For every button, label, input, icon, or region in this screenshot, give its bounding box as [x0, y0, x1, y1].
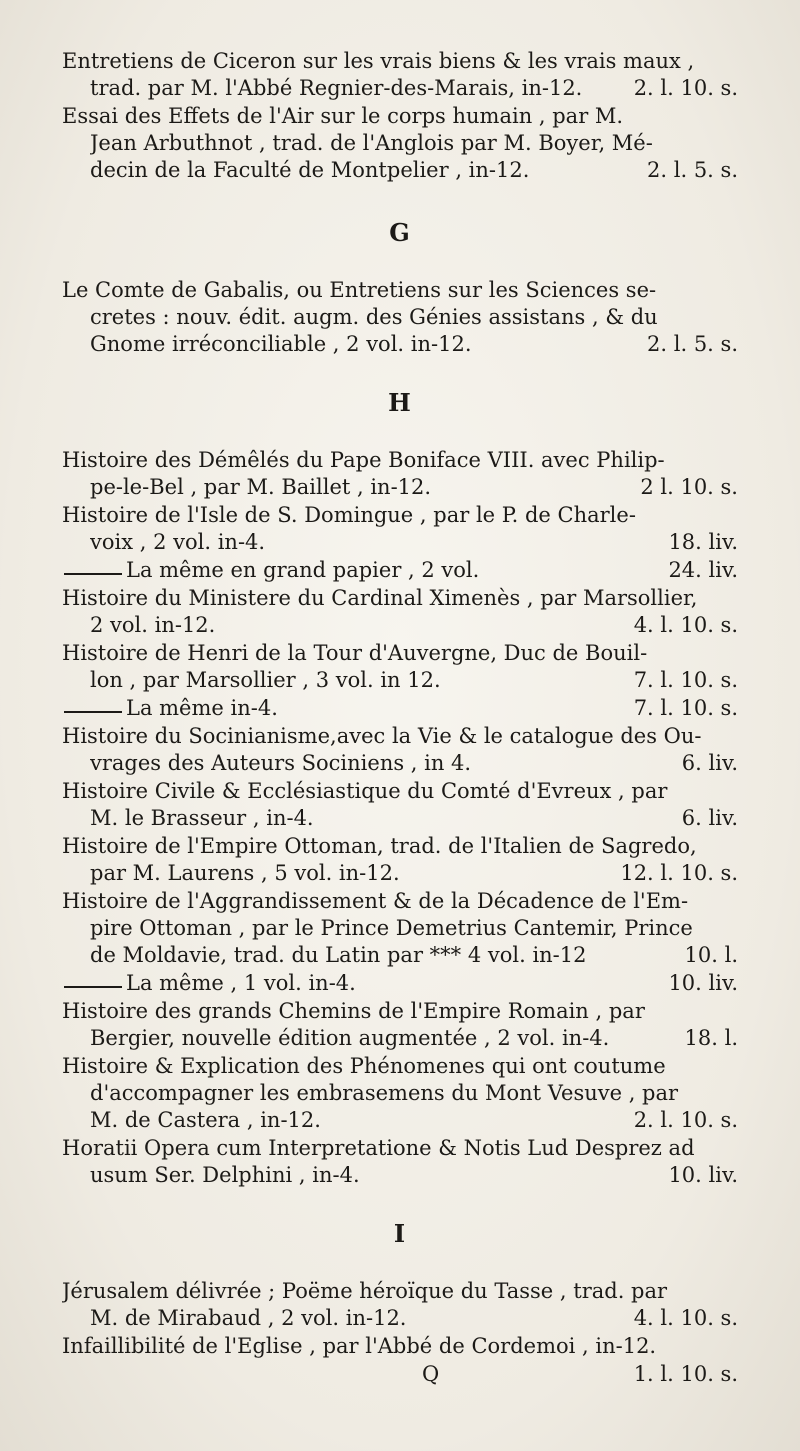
- entry-line: [62, 833, 738, 860]
- entry-price: 2. l. 5. s.: [647, 158, 738, 182]
- entry-line: [62, 474, 738, 501]
- entry-line: [62, 695, 738, 722]
- entry-text: Histoire du Ministere du Cardinal Ximenès , par Marsollier,: [62, 586, 698, 610]
- entry-price: 4. l. 10. s.: [633, 1306, 738, 1330]
- entry-line: [62, 1053, 738, 1080]
- entry-line: [62, 304, 738, 331]
- entry-text: Gnome irréconciliable , 2 vol. in-12.: [90, 332, 472, 356]
- entry-line: [62, 103, 738, 130]
- entry-line: [62, 1278, 738, 1305]
- catalogue-entry: [62, 723, 738, 777]
- section-g: [62, 277, 738, 358]
- entry-line: [62, 640, 738, 667]
- ditto-dash: [64, 986, 122, 988]
- entry-line: [62, 585, 738, 612]
- section-h: [62, 447, 738, 1189]
- entry-text: pe-le-Bel , par M. Baillet , in-12.: [90, 475, 432, 499]
- catalogue-entry: [62, 277, 738, 358]
- footer-price: 1. l. 10. s.: [633, 1362, 738, 1386]
- entry-text: M. le Brasseur , in-4.: [90, 806, 314, 830]
- signature-mark: Q: [422, 1362, 440, 1386]
- entry-text: usum Ser. Delphini , in-4.: [90, 1163, 360, 1187]
- entry-line: [62, 1107, 738, 1134]
- entry-line: [62, 1333, 738, 1360]
- entry-text: lon , par Marsollier , 3 vol. in 12.: [90, 668, 441, 692]
- entry-text: Bergier, nouvelle édition augmentée , 2 vol. in-4.: [90, 1026, 610, 1050]
- entry-line: [62, 667, 738, 694]
- entry-text: La même en grand papier , 2 vol.: [126, 558, 480, 582]
- entry-price: 6. liv.: [681, 751, 738, 775]
- entry-line: [62, 1305, 738, 1332]
- entry-line: [62, 75, 738, 102]
- entry-text: Histoire du Socinianisme,avec la Vie & le catalogue des Ou-: [62, 724, 702, 748]
- catalogue-entry: [62, 970, 738, 997]
- entry-text: Histoire de l'Isle de S. Domingue , par le P. de Charle-: [62, 503, 636, 527]
- entry-line: [62, 502, 738, 529]
- catalogue-entry: [62, 1135, 738, 1189]
- entry-text: M. de Mirabaud , 2 vol. in-12.: [90, 1306, 407, 1330]
- entry-text: Histoire de Henri de la Tour d'Auvergne, Duc de Bouil-: [62, 641, 648, 665]
- entry-line: [62, 1080, 738, 1107]
- entry-line: [62, 750, 738, 777]
- entry-price: 10. l.: [684, 943, 738, 967]
- ditto-dash: [64, 573, 122, 575]
- entry-text: trad. par M. l'Abbé Regnier-des-Marais, in-12.: [90, 76, 583, 100]
- entry-line: [62, 860, 738, 887]
- letter-heading-g: G: [389, 218, 411, 247]
- entry-line: [62, 130, 738, 157]
- entry-line: [62, 557, 738, 584]
- catalogue-entry: [62, 585, 738, 639]
- catalogue-entry: [62, 103, 738, 184]
- entry-text: Histoire de l'Empire Ottoman, trad. de l'Italien de Sagredo,: [62, 834, 697, 858]
- entry-text: Essai des Effets de l'Air sur le corps humain , par M.: [62, 104, 624, 128]
- entry-line: [62, 942, 738, 969]
- entry-text: vrages des Auteurs Sociniens , in 4.: [90, 751, 472, 775]
- entry-price: 7. l. 10. s.: [633, 696, 738, 720]
- entry-text: Histoire des grands Chemins de l'Empire Romain , par: [62, 999, 645, 1023]
- catalogue-entry: [62, 998, 738, 1052]
- entry-price: 10. liv.: [668, 971, 738, 995]
- page-footer: [62, 1361, 738, 1388]
- entry-price: 18. liv.: [668, 530, 738, 554]
- entry-line: [62, 1135, 738, 1162]
- entry-line: [62, 723, 738, 750]
- catalogue-entry: [62, 1278, 738, 1332]
- entry-text: 2 vol. in-12.: [90, 613, 216, 637]
- entry-line: [62, 915, 738, 942]
- entry-price: 6. liv.: [681, 806, 738, 830]
- entry-text: La même , 1 vol. in-4.: [126, 971, 356, 995]
- entry-line: [62, 447, 738, 474]
- entry-price: 4. l. 10. s.: [633, 613, 738, 637]
- catalogue-entry: [62, 48, 738, 102]
- entry-text: Histoire de l'Aggrandissement & de la Décadence de l'Em-: [62, 889, 689, 913]
- entry-line: [62, 805, 738, 832]
- entry-text: Histoire Civile & Ecclésiastique du Comté d'Evreux , par: [62, 779, 668, 803]
- entry-text: M. de Castera , in-12.: [90, 1108, 321, 1132]
- catalogue-entry: [62, 557, 738, 584]
- entry-text: Infaillibilité de l'Eglise , par l'Abbé de Cordemoi , in-12.: [62, 1334, 657, 1358]
- entry-line: [62, 48, 738, 75]
- entry-line: [62, 998, 738, 1025]
- letter-heading-i: I: [393, 1219, 407, 1248]
- entry-line: [62, 331, 738, 358]
- entry-line: [62, 1162, 738, 1189]
- entry-text: Horatii Opera cum Interpretatione & Notis Lud Desprez ad: [62, 1136, 695, 1160]
- entry-line: [62, 778, 738, 805]
- entry-line: [62, 888, 738, 915]
- catalogue-entry: [62, 695, 738, 722]
- entry-price: 18. l.: [684, 1026, 738, 1050]
- entry-line: [62, 277, 738, 304]
- entry-text: voix , 2 vol. in-4.: [90, 530, 266, 554]
- entry-text: Histoire & Explication des Phénomenes qui ont coutume: [62, 1054, 666, 1078]
- entry-line: [62, 1025, 738, 1052]
- entry-line: [62, 529, 738, 556]
- section-e-tail: [62, 48, 738, 184]
- entry-text: de Moldavie, trad. du Latin par *** 4 vol. in-12: [90, 943, 587, 967]
- entry-line: [62, 970, 738, 997]
- entry-price: 2 l. 10. s.: [640, 475, 738, 499]
- entry-text: pire Ottoman , par le Prince Demetrius Cantemir, Prince: [90, 916, 693, 940]
- catalogue-entry: [62, 640, 738, 694]
- entry-price: 7. l. 10. s.: [633, 668, 738, 692]
- entry-text: Jérusalem délivrée ; Poëme héroïque du Tasse , trad. par: [62, 1279, 668, 1303]
- catalogue-entry: [62, 502, 738, 556]
- entry-text: Entretiens de Ciceron sur les vrais biens & les vrais maux ,: [62, 49, 695, 73]
- catalogue-entry: [62, 447, 738, 501]
- entry-text: decin de la Faculté de Montpelier , in-12.: [90, 158, 530, 182]
- entry-text: La même in-4.: [126, 696, 278, 720]
- entry-price: 2. l. 10. s.: [633, 76, 738, 100]
- section-i: [62, 1278, 738, 1360]
- catalogue-entry: [62, 888, 738, 969]
- catalogue-entry: [62, 1053, 738, 1134]
- entry-text: d'accompagner les embrasemens du Mont Vesuve , par: [90, 1081, 679, 1105]
- ditto-dash: [64, 711, 122, 713]
- entry-price: 2. l. 5. s.: [647, 332, 738, 356]
- entry-text: par M. Laurens , 5 vol. in-12.: [90, 861, 400, 885]
- catalogue-entry: [62, 778, 738, 832]
- entry-price: 2. l. 10. s.: [633, 1108, 738, 1132]
- entry-text: cretes : nouv. édit. augm. des Génies assistans , & du: [90, 305, 658, 329]
- entry-text: Histoire des Démêlés du Pape Boniface VIII. avec Philip-: [62, 448, 665, 472]
- entry-price: 24. liv.: [668, 558, 738, 582]
- entry-text: Le Comte de Gabalis, ou Entretiens sur les Sciences se-: [62, 278, 657, 302]
- letter-heading-h: H: [388, 388, 412, 417]
- entry-text: Jean Arbuthnot , trad. de l'Anglois par M. Boyer, Mé-: [90, 131, 653, 155]
- entry-price: 12. l. 10. s.: [620, 861, 738, 885]
- catalogue-entry: [62, 1333, 738, 1360]
- entry-line: [62, 157, 738, 184]
- catalogue-entry: [62, 833, 738, 887]
- entry-price: 10. liv.: [668, 1163, 738, 1187]
- entry-line: [62, 612, 738, 639]
